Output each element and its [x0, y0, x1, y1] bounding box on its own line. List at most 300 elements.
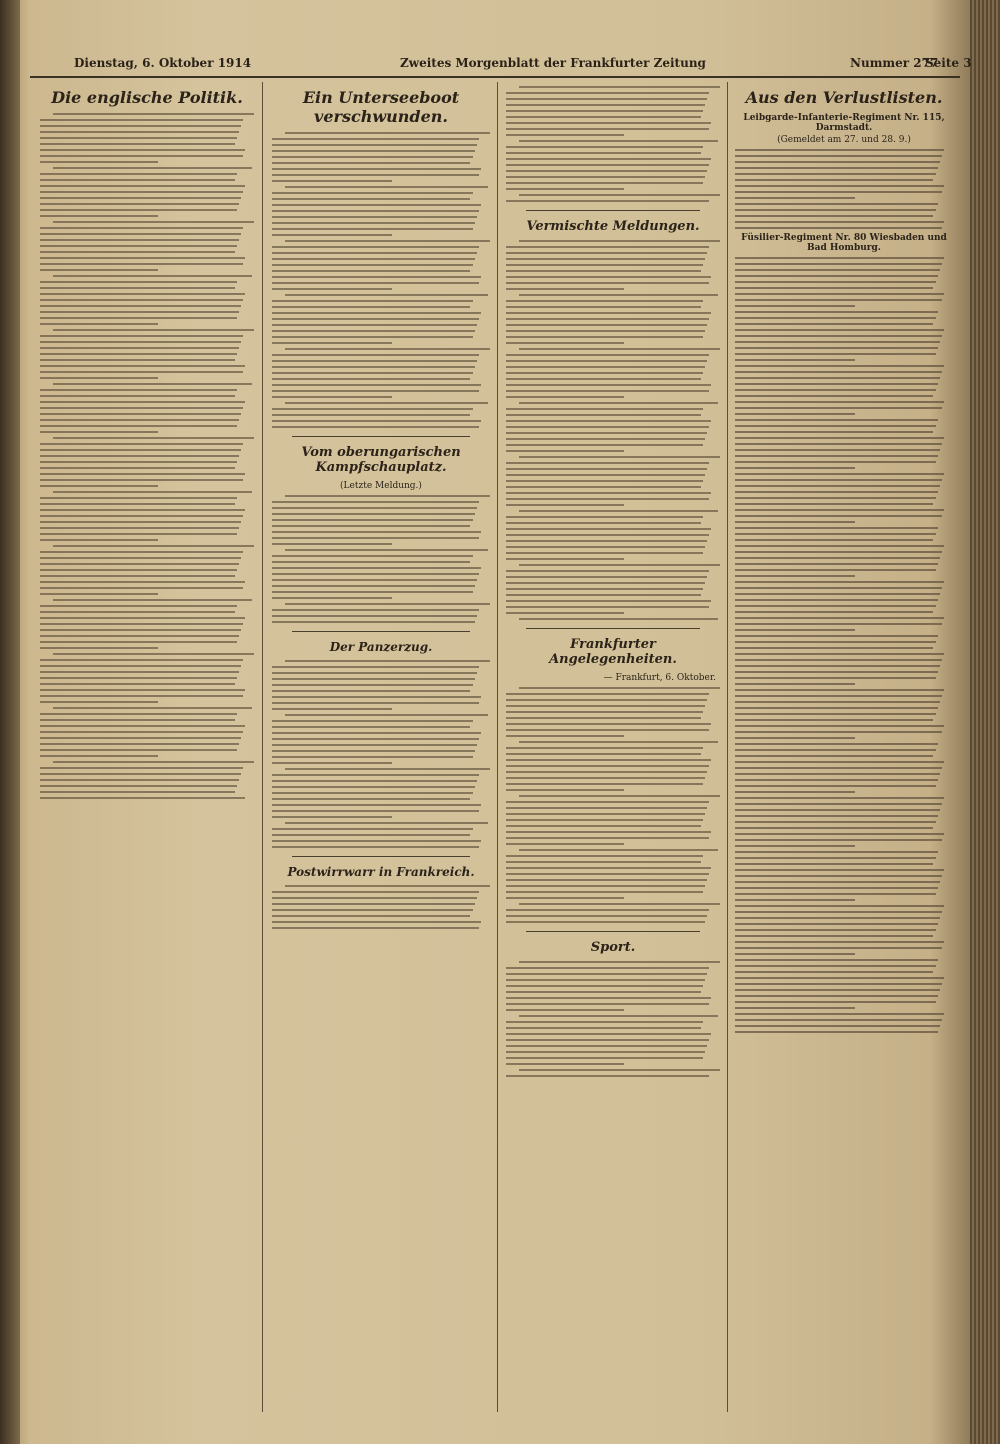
text-line: [735, 977, 944, 979]
text-line: [272, 192, 473, 194]
text-line: [272, 846, 479, 848]
text-line: [735, 431, 933, 433]
text-line: [735, 1001, 936, 1003]
text-line: [506, 432, 707, 434]
text-line: [735, 503, 933, 505]
text-line: [272, 666, 479, 668]
text-line: [506, 324, 707, 326]
text-line: [735, 191, 942, 193]
text-line: [735, 371, 942, 373]
text-line: [272, 150, 475, 152]
text-line: [735, 989, 940, 991]
text-line: [40, 389, 237, 391]
text-line: [40, 203, 239, 205]
text-line: [40, 767, 243, 769]
text-line: [40, 293, 245, 295]
article-divider: [526, 210, 700, 211]
text-line: [506, 1021, 703, 1023]
text-line: [735, 563, 938, 565]
text-line: [519, 456, 720, 458]
text-line: [40, 473, 245, 475]
text-line: [285, 660, 490, 662]
text-line: [272, 678, 475, 680]
text-line: [735, 671, 938, 673]
text-line: [506, 588, 703, 590]
text-line: [506, 867, 711, 869]
text-line: [272, 585, 475, 587]
text-line: [506, 717, 701, 719]
text-line: [735, 887, 938, 889]
text-line: [40, 773, 241, 775]
text-line: [40, 665, 241, 667]
text-line: [40, 629, 241, 631]
text-line: [519, 1015, 718, 1017]
text-line: [735, 167, 938, 169]
text-line: [272, 597, 392, 599]
text-line: [519, 194, 720, 196]
text-line: [40, 239, 239, 241]
text-line: [506, 444, 703, 446]
text-line: [272, 354, 479, 356]
text-line: [40, 737, 241, 739]
text-line: [519, 741, 718, 743]
text-line: [272, 786, 475, 788]
text-line: [272, 567, 481, 569]
text-line: [506, 1075, 709, 1077]
text-line: [40, 299, 243, 301]
text-line: [506, 819, 703, 821]
text-line: [40, 641, 237, 643]
text-line: [735, 395, 933, 397]
header-number: Nummer 277: [850, 56, 939, 70]
text-line: [735, 323, 933, 325]
text-line: [506, 753, 701, 755]
text-line: [272, 420, 481, 422]
text-line: [506, 997, 711, 999]
text-line: [735, 557, 940, 559]
text-line: [735, 311, 938, 313]
text-line: [735, 881, 940, 883]
text-line: [519, 402, 718, 404]
text-line: [735, 809, 940, 811]
text-line: [53, 599, 252, 601]
text-line: [735, 179, 933, 181]
text-line: [40, 551, 243, 553]
text-line: [735, 413, 855, 415]
text-line: [272, 222, 475, 224]
text-line: [735, 365, 944, 367]
text-line: [272, 684, 473, 686]
text-line: [272, 408, 473, 410]
text-line: [53, 383, 252, 385]
text-line: [40, 713, 237, 715]
text-line: [735, 353, 936, 355]
text-line: [506, 182, 703, 184]
text-line: [506, 837, 709, 839]
casualty-list: [735, 257, 953, 1033]
text-line: [735, 215, 933, 217]
text-line: [519, 294, 718, 296]
text-line: [53, 761, 254, 763]
text-line: [272, 720, 473, 722]
text-line: [506, 486, 701, 488]
text-line: [40, 245, 237, 247]
text-line: [735, 701, 940, 703]
text-line: [40, 197, 241, 199]
text-line: [735, 443, 942, 445]
text-line: [272, 252, 477, 254]
text-line: [735, 545, 944, 547]
text-line: [735, 1025, 940, 1027]
text-line: [506, 1027, 701, 1029]
text-line: [735, 923, 938, 925]
text-line: [519, 618, 718, 620]
text-line: [519, 687, 720, 689]
text-line: [735, 1007, 855, 1009]
text-line: [272, 216, 477, 218]
text-line: [272, 897, 477, 899]
text-line: [272, 708, 392, 710]
text-line: [272, 366, 475, 368]
text-line: [40, 557, 241, 559]
text-line: [272, 168, 481, 170]
text-line: [40, 419, 239, 421]
text-line: [735, 827, 933, 829]
article-divider: [292, 631, 470, 632]
text-line: [40, 539, 158, 541]
text-line: [735, 455, 938, 457]
text-line: [735, 755, 933, 757]
text-line: [735, 329, 944, 331]
text-line: [735, 653, 944, 655]
text-line: [506, 396, 624, 398]
text-line: [506, 104, 705, 106]
text-line: [53, 653, 254, 655]
text-line: [40, 401, 245, 403]
text-line: [735, 1013, 944, 1015]
text-line: [735, 335, 942, 337]
text-line: [506, 468, 707, 470]
text-line: [506, 270, 701, 272]
text-line: [272, 621, 475, 623]
article-body: [272, 495, 490, 623]
text-line: [735, 971, 933, 973]
text-line: [506, 390, 709, 392]
text-line: [272, 507, 477, 509]
text-line: [40, 509, 245, 511]
text-line: [735, 941, 944, 943]
text-line: [40, 659, 243, 661]
list-subheading: (Gemeldet am 27. und 28. 9.): [777, 135, 911, 145]
article-body: [272, 132, 490, 428]
text-line: [735, 953, 855, 955]
column-4: [735, 82, 953, 1412]
text-line: [735, 965, 936, 967]
text-line: [506, 1051, 705, 1053]
text-line: [40, 449, 241, 451]
text-line: [735, 359, 855, 361]
text-line: [735, 275, 938, 277]
text-line: [272, 915, 470, 917]
text-line: [506, 164, 709, 166]
text-line: [40, 467, 235, 469]
text-line: [735, 899, 855, 901]
article-headline: Ein Unterseeboot verschwunden.: [302, 88, 460, 126]
article-headline: Sport.: [590, 940, 636, 955]
text-line: [735, 527, 938, 529]
text-line: [272, 615, 477, 617]
text-line: [735, 389, 936, 391]
page-header: [30, 56, 972, 74]
text-line: [40, 143, 235, 145]
text-line: [272, 276, 481, 278]
list-subheading: Leibgarde-Infanterie-Regiment Nr. 115, Darmstadt.: [743, 113, 945, 133]
text-line: [506, 606, 709, 608]
text-line: [735, 839, 942, 841]
article-body: [506, 961, 720, 1077]
text-line: [272, 573, 479, 575]
text-line: [735, 611, 933, 613]
text-line: [735, 407, 942, 409]
text-line: [506, 98, 707, 100]
text-line: [519, 510, 718, 512]
text-line: [506, 480, 703, 482]
article-headline: Aus den Verlustlisten.: [745, 88, 943, 107]
text-line: [40, 407, 243, 409]
article-divider: [292, 856, 470, 857]
text-line: [272, 414, 470, 416]
text-line: [40, 305, 241, 307]
text-line: [40, 533, 237, 535]
text-line: [272, 396, 392, 398]
text-line: [735, 647, 933, 649]
text-line: [272, 690, 470, 692]
text-line: [519, 348, 720, 350]
text-line: [506, 330, 705, 332]
text-line: [272, 738, 479, 740]
text-line: [272, 591, 473, 593]
text-line: [735, 725, 944, 727]
text-line: [272, 282, 479, 284]
text-line: [735, 893, 936, 895]
text-line: [40, 605, 237, 607]
text-line: [272, 609, 479, 611]
text-line: [735, 581, 944, 583]
text-line: [506, 360, 707, 362]
text-line: [272, 180, 392, 182]
text-line: [40, 227, 243, 229]
text-line: [506, 246, 709, 248]
text-line: [735, 605, 936, 607]
text-line: [506, 110, 703, 112]
text-line: [506, 897, 624, 899]
text-line: [735, 695, 942, 697]
text-line: [272, 732, 481, 734]
text-line: [735, 185, 944, 187]
text-line: [506, 92, 709, 94]
text-line: [272, 519, 473, 521]
text-line: [735, 677, 936, 679]
text-line: [40, 725, 245, 727]
text-line: [272, 726, 470, 728]
text-line: [506, 252, 707, 254]
text-line: [53, 329, 254, 331]
text-line: [285, 294, 488, 296]
text-line: [506, 855, 703, 857]
text-line: [40, 791, 235, 793]
text-line: [506, 991, 701, 993]
text-line: [506, 122, 711, 124]
text-line: [40, 125, 241, 127]
text-line: [519, 140, 718, 142]
text-line: [735, 401, 944, 403]
text-line: [40, 521, 241, 523]
header-edition: Zweites Morgenblatt der Frankfurter Zeitung: [400, 56, 706, 70]
text-line: [506, 1003, 709, 1005]
text-line: [40, 377, 158, 379]
text-line: [506, 426, 709, 428]
text-line: [735, 905, 944, 907]
text-line: [40, 497, 237, 499]
text-line: [735, 713, 936, 715]
article-body: [272, 885, 490, 929]
text-line: [506, 258, 705, 260]
text-line: [40, 287, 235, 289]
text-line: [519, 903, 720, 905]
text-line: [506, 152, 701, 154]
column-rule: [497, 82, 498, 1412]
text-line: [506, 534, 709, 536]
text-line: [735, 791, 855, 793]
text-line: [735, 845, 855, 847]
text-line: [735, 719, 933, 721]
text-line: [506, 420, 711, 422]
text-line: [285, 402, 488, 404]
text-line: [506, 600, 711, 602]
text-line: [40, 359, 235, 361]
text-line: [506, 288, 624, 290]
text-line: [40, 785, 237, 787]
text-line: [506, 594, 701, 596]
text-line: [506, 885, 705, 887]
text-line: [735, 1031, 938, 1033]
text-line: [40, 413, 241, 415]
text-line: [40, 575, 235, 577]
text-line: [735, 767, 942, 769]
text-line: [272, 537, 479, 539]
text-line: [272, 828, 473, 830]
text-line: [272, 162, 470, 164]
text-line: [735, 833, 944, 835]
text-line: [40, 689, 245, 691]
text-line: [506, 612, 624, 614]
text-line: [40, 581, 245, 583]
text-line: [506, 312, 711, 314]
text-line: [735, 533, 936, 535]
text-line: [272, 204, 481, 206]
text-line: [40, 503, 235, 505]
text-line: [506, 354, 709, 356]
text-line: [735, 665, 940, 667]
text-line: [735, 461, 936, 463]
text-line: [735, 293, 944, 295]
text-line: [735, 263, 942, 265]
text-line: [272, 798, 470, 800]
text-line: [735, 635, 938, 637]
text-line: [272, 756, 473, 758]
text-line: [735, 779, 938, 781]
text-line: [272, 672, 477, 674]
text-line: [285, 186, 488, 188]
text-line: [506, 372, 703, 374]
article-body: [272, 660, 490, 848]
text-line: [735, 593, 940, 595]
text-line: [272, 156, 473, 158]
text-line: [735, 731, 942, 733]
text-line: [272, 390, 479, 392]
text-line: [272, 258, 475, 260]
text-line: [735, 551, 942, 553]
text-line: [506, 552, 703, 554]
text-line: [519, 564, 720, 566]
text-line: [506, 693, 709, 695]
text-line: [506, 1009, 624, 1011]
text-line: [285, 495, 490, 497]
text-line: [40, 431, 158, 433]
text-line: [735, 149, 944, 151]
text-line: [506, 378, 701, 380]
text-line: [40, 185, 245, 187]
text-line: [506, 558, 624, 560]
text-line: [735, 689, 944, 691]
text-line: [735, 269, 940, 271]
text-line: [506, 843, 624, 845]
text-line: [735, 227, 942, 229]
text-line: [506, 450, 624, 452]
text-line: [40, 425, 237, 427]
article-headline: Vom oberungarischen Kampfschauplatz.: [301, 445, 461, 475]
text-line: [40, 137, 237, 139]
text-line: [735, 803, 942, 805]
text-line: [735, 707, 938, 709]
text-line: [506, 516, 703, 518]
text-line: [735, 785, 936, 787]
text-line: [40, 677, 237, 679]
text-line: [40, 563, 239, 565]
text-line: [506, 973, 707, 975]
text-line: [272, 246, 479, 248]
article-divider: [526, 628, 700, 629]
text-line: [272, 774, 479, 776]
text-line: [506, 879, 707, 881]
text-line: [40, 623, 243, 625]
text-line: [40, 635, 239, 637]
text-line: [272, 228, 473, 230]
text-line: [506, 711, 703, 713]
text-line: [272, 696, 481, 698]
text-line: [506, 306, 701, 308]
text-line: [285, 822, 488, 824]
text-line: [506, 264, 703, 266]
text-line: [506, 891, 703, 893]
text-line: [506, 336, 703, 338]
text-line: [272, 138, 479, 140]
text-line: [506, 366, 705, 368]
text-line: [272, 318, 479, 320]
text-line: [735, 155, 942, 157]
text-line: [506, 1045, 707, 1047]
text-line: [272, 234, 392, 236]
